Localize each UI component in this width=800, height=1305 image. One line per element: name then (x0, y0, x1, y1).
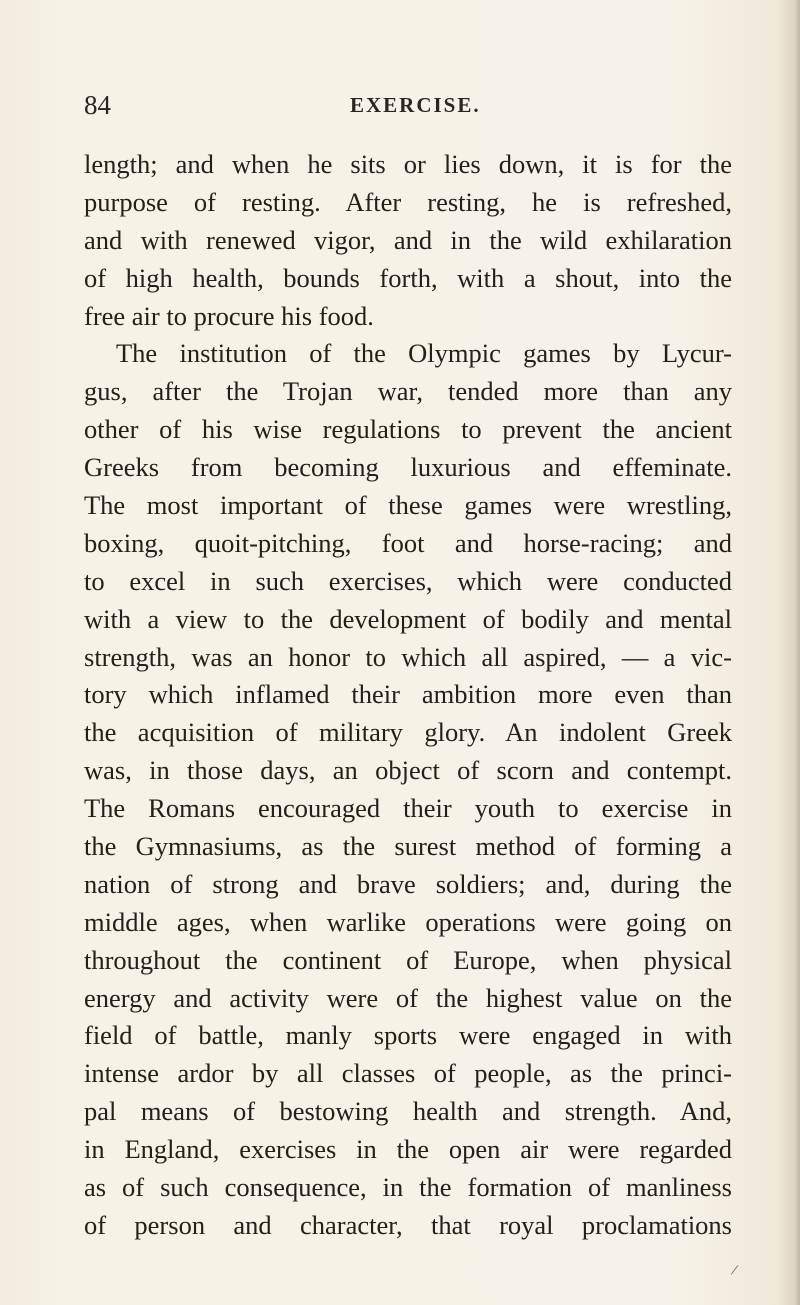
text-line: field of battle, manly sports were engaged in with (84, 1020, 732, 1051)
text-line: middle ages, when warlike operations were going on (84, 906, 732, 937)
page-edge-shadow (794, 0, 800, 1305)
text-line: tory which inflamed their ambition more even than (84, 679, 732, 710)
body-text (84, 146, 732, 1245)
text-line: the acquisition of military glory. An indolent Greek (84, 717, 732, 748)
text-line: of high health, bounds forth, with a shout, into the (84, 262, 732, 293)
text-line: in England, exercises in the open air were regarded (84, 1134, 732, 1165)
text-line: to excel in such exercises, which were conducted (84, 565, 732, 596)
text-line: other of his wise regulations to prevent the ancient (84, 414, 732, 445)
text-line: pal means of bestowing health and strength. And, (84, 1096, 732, 1127)
text-line: energy and activity were of the highest value on the (84, 982, 732, 1013)
page-header (84, 88, 720, 122)
text-line: The Romans encouraged their youth to exercise in (84, 793, 732, 824)
text-line: the Gymnasiums, as the surest method of forming a (84, 831, 732, 862)
text-line: with a view to the development of bodily and mental (84, 603, 732, 634)
text-line: The institution of the Olympic games by Lycur- (116, 338, 732, 369)
text-line: of person and character, that royal proclamations (84, 1209, 732, 1240)
text-line: and with renewed vigor, and in the wild exhilaration (84, 224, 732, 255)
text-line: was, in those days, an object of scorn and contempt. (84, 755, 732, 786)
text-line: Greeks from becoming luxurious and effeminate. (84, 452, 732, 483)
text-line: length; and when he sits or lies down, it is for the (84, 149, 732, 179)
page-number: 84 (84, 90, 111, 120)
text-line: free air to procure his food. (84, 300, 374, 331)
text-line: nation of strong and brave soldiers; and, during the (84, 868, 732, 899)
text-line: throughout the continent of Europe, when physical (84, 944, 732, 975)
stray-pencil-mark: / (729, 1261, 740, 1280)
text-line: boxing, quoit-pitching, foot and horse-racing; and (84, 527, 732, 558)
text-line: intense ardor by all classes of people, as the princi- (84, 1058, 732, 1089)
text-line: strength, was an honor to which all aspired, — a vic- (84, 641, 732, 672)
text-line: purpose of resting. After resting, he is refreshed, (84, 186, 732, 217)
text-line: The most important of these games were wrestling, (84, 490, 732, 521)
text-line: as of such consequence, in the formation of manliness (84, 1172, 732, 1203)
running-head: EXERCISE. (350, 93, 481, 117)
text-line: gus, after the Trojan war, tended more than any (84, 376, 732, 407)
